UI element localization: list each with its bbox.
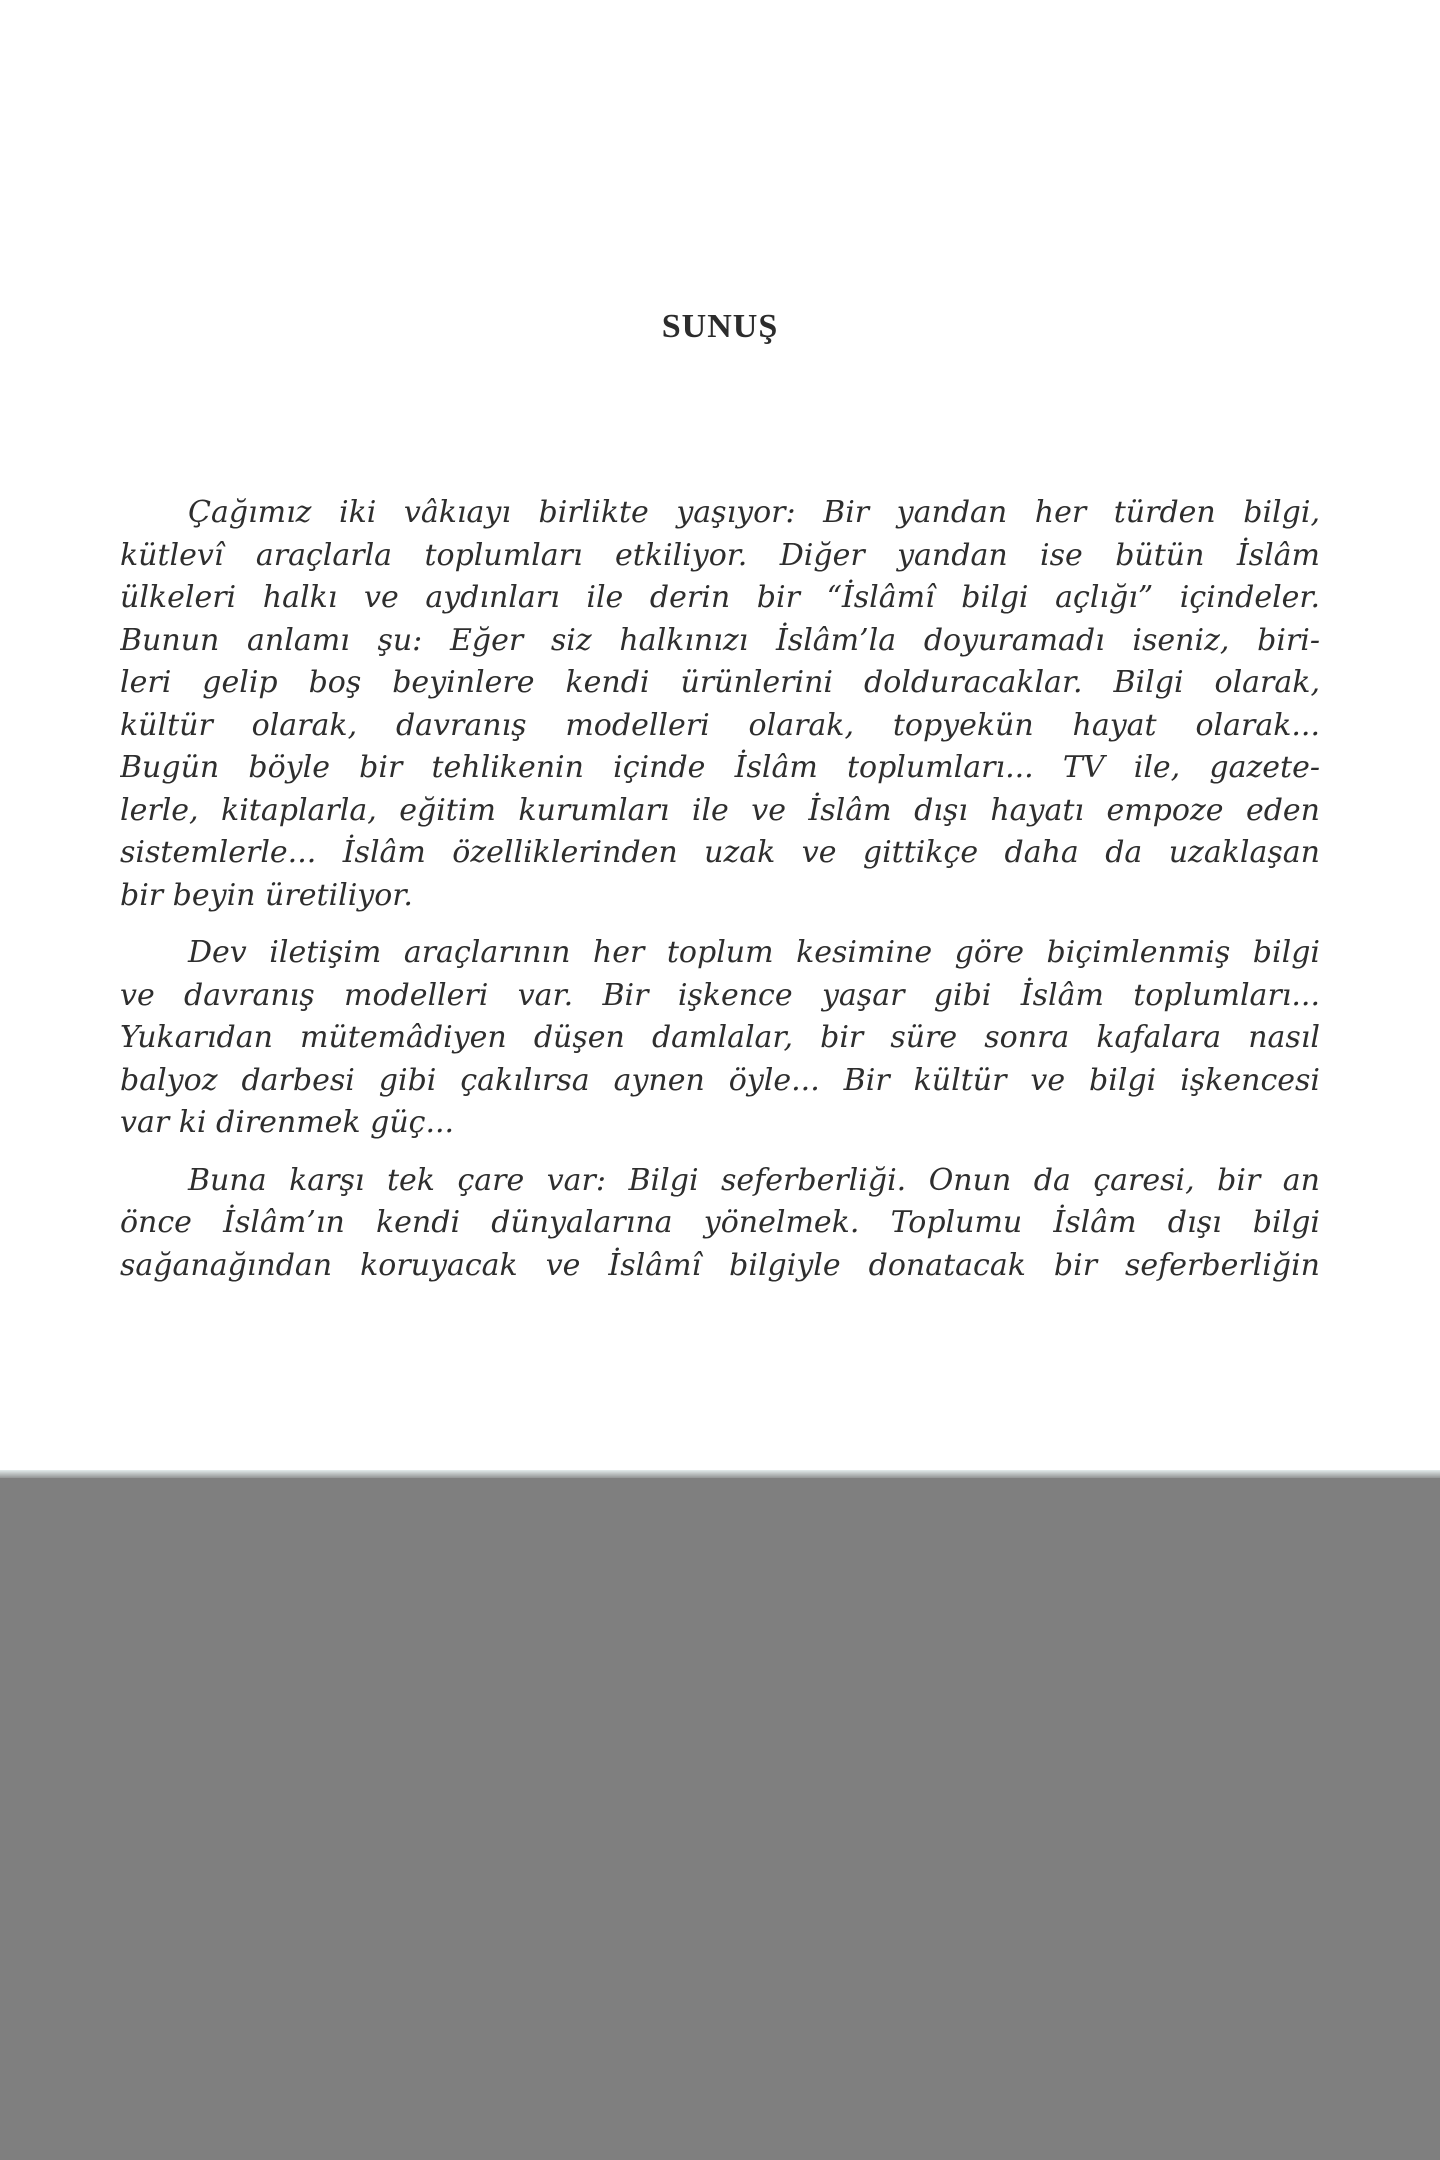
text-line: Bunun anlamı şu: Eğer siz halkınızı İslâm’la doyuramadı iseniz, biri- <box>120 622 1320 658</box>
gray-overlay <box>0 1478 1440 2160</box>
text-line: kültür olarak, davranış modelleri olarak, topyekün hayat olarak... <box>120 707 1320 743</box>
text-line: ve davranış modelleri var. Bir işkence yaşar gibi İslâm toplumları... <box>120 977 1320 1013</box>
paragraph-2 <box>120 932 1320 1145</box>
text-line: Çağımız iki vâkıayı birlikte yaşıyor: Bir yandan her türden bilgi, <box>188 495 1320 530</box>
text-line: önce İslâm’ın kendi dünyalarına yönelmek. Toplumu İslâm dışı bilgi <box>120 1205 1320 1240</box>
text-line: bir beyin üretiliyor. <box>120 877 413 913</box>
text-line: var ki direnmek güç... <box>120 1105 455 1140</box>
text-line: Yukarıdan mütemâdiyen düşen damlalar, bir süre sonra kafalara nasıl <box>120 1020 1320 1055</box>
text-line: lerle, kitaplarla, eğitim kurumları ile ve İslâm dışı hayatı empoze eden <box>120 792 1320 828</box>
text-line: ülkeleri halkı ve aydınları ile derin bir “İslâmî bilgi açlığı” içindeler. <box>120 580 1320 615</box>
text-line: sağanağından koruyacak ve İslâmî bilgiyle donatacak bir seferberliğin <box>120 1247 1320 1283</box>
page-title: SUNUŞ <box>661 308 779 345</box>
paragraph-3 <box>120 1160 1320 1288</box>
paragraph-1 <box>120 492 1320 917</box>
text-line: Dev iletişim araçlarının her toplum kesimine göre biçimlenmiş bilgi <box>188 935 1320 970</box>
text-line: sistemlerle... İslâm özelliklerinden uzak ve gittikçe daha da uzaklaşan <box>120 835 1320 870</box>
text-line: Buna karşı tek çare var: Bilgi seferberliği. Onun da çaresi, bir an <box>188 1162 1320 1198</box>
text-line: kütlevî araçlarla toplumları etkiliyor. Diğer yandan ise bütün İslâm <box>120 537 1320 573</box>
text-line: leri gelip boş beyinlere kendi ürünlerini dolduracaklar. Bilgi olarak, <box>120 665 1320 700</box>
body-text <box>120 492 1320 1477</box>
text-line: balyoz darbesi gibi çakılırsa aynen öyle... Bir kültür ve bilgi işkencesi <box>120 1062 1320 1098</box>
text-line: Bugün böyle bir tehlikenin içinde İslâm toplumları... TV ile, gazete- <box>120 750 1320 785</box>
